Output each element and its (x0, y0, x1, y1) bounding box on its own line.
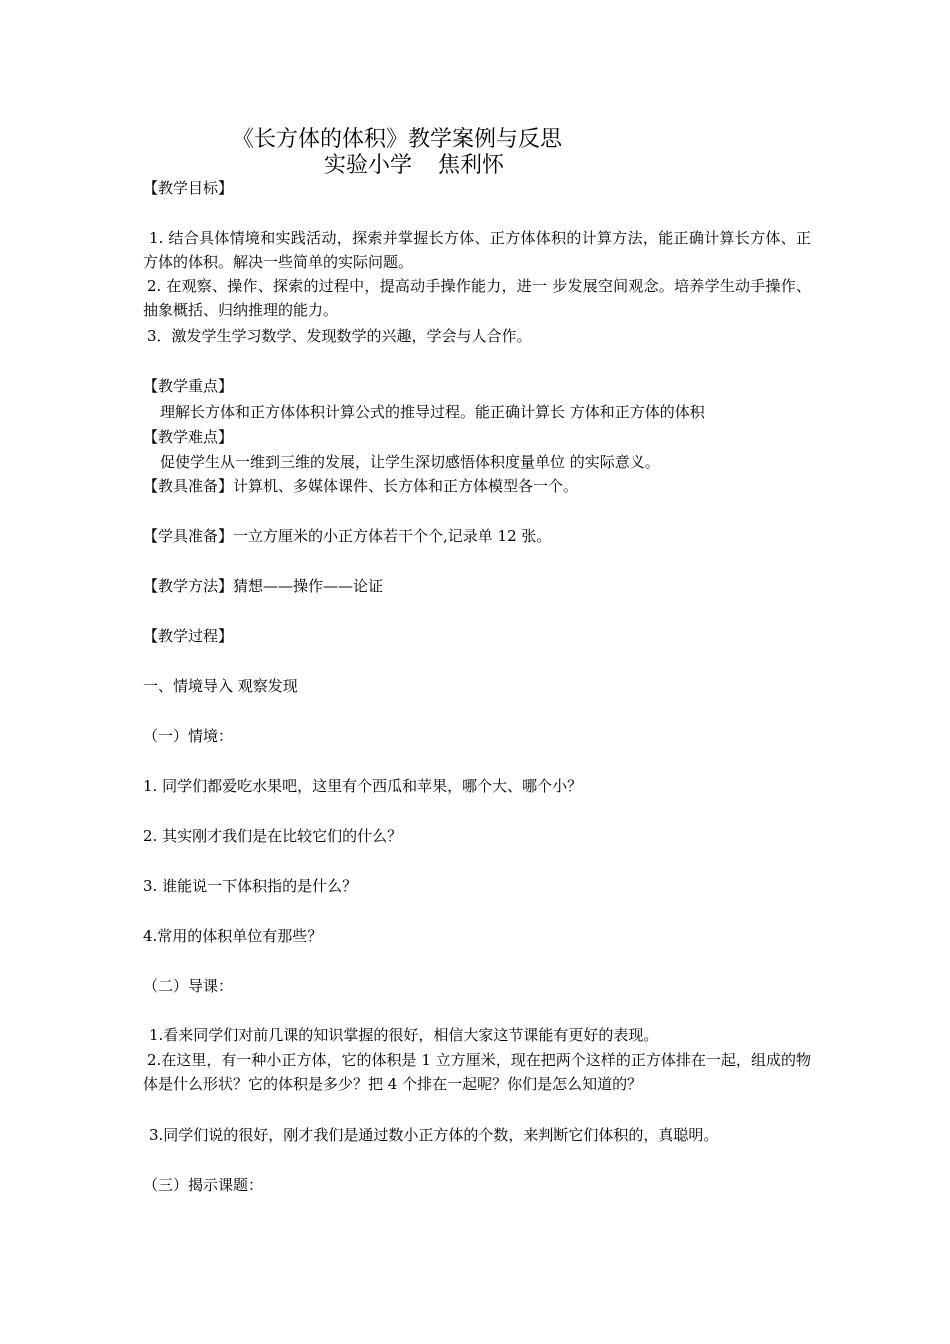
difficulty-text: 促使学生从一维到三维的发展，让学生深切感悟体积度量单位 的实际意义。 (160, 453, 660, 471)
key-points-text: 理解长方体和正方体体积计算公式的推导过程。能正确计算长 方体和正方体的体积 (160, 403, 705, 421)
question-2: 2. 其实刚才我们是在比较它们的什么？ (143, 827, 403, 845)
question-3: 3. 谁能说一下体积指的是什么？ (143, 877, 358, 895)
objective-1: 1. 结合具体情境和实践活动，探索并掌握长方体、正方体体积的计算方法，能正确计算长方体、正方体的体积。解决一些简单的实际问题。 (143, 229, 811, 271)
document-title: 《长方体的体积》教学案例与反思 (232, 127, 563, 152)
difficulty-heading: 【教学难点】 (143, 428, 234, 446)
school-name: 实验小学 (324, 153, 413, 178)
part-1-heading: 一、情境导入 观察发现 (143, 677, 298, 695)
question-1: 1. 同学们都爱吃水果吧，这里有个西瓜和苹果，哪个大、哪个小？ (143, 777, 583, 795)
sub-section-3: （三）揭示课题： (143, 1176, 264, 1194)
guide-1: 1.看来同学们对前几课的知识掌握的很好，相信大家这节课能有更好的表现。 (149, 1026, 659, 1044)
sub-section-2: （二）导课： (143, 977, 234, 995)
student-tools: 【学具准备】一立方厘米的小正方体若干个个,记录单 12 张。 (143, 527, 552, 545)
teacher-tools: 【教具准备】计算机、多媒体课件、长方体和正方体模型各一个。 (143, 477, 579, 495)
key-points-heading: 【教学重点】 (143, 377, 234, 395)
document-subtitle (324, 148, 504, 179)
guide-3: 3.同学们说的很好，刚才我们是通过数小正方体的个数，来判断它们体积的，真聪明。 (149, 1126, 719, 1144)
objective-2: 2. 在观察、操作、探索的过程中，提高动手操作能力，进一 步发展空间观念。培养学生动手操作、抽象概括、归纳推理的能力。 (143, 277, 811, 319)
sub-section-1: （一）情境： (143, 727, 234, 745)
teaching-method: 【教学方法】猜想——操作——论证 (143, 577, 384, 595)
author-name: 焦利怀 (438, 153, 505, 178)
process-heading: 【教学过程】 (143, 627, 234, 645)
guide-2: 2.在这里，有一种小正方体，它的体积是 1 立方厘米，现在把两个这样的正方体排在一起，组成的物体是什么形状？它的体积是多少？把 4 个排在一起呢？你们是怎么知道的？ (143, 1051, 811, 1093)
objective-3: 3．激发学生学习数学、发现数学的兴趣，学会与人合作。 (147, 327, 532, 345)
objectives-heading: 【教学目标】 (143, 179, 234, 197)
question-4: 4.常用的体积单位有那些？ (143, 927, 323, 945)
